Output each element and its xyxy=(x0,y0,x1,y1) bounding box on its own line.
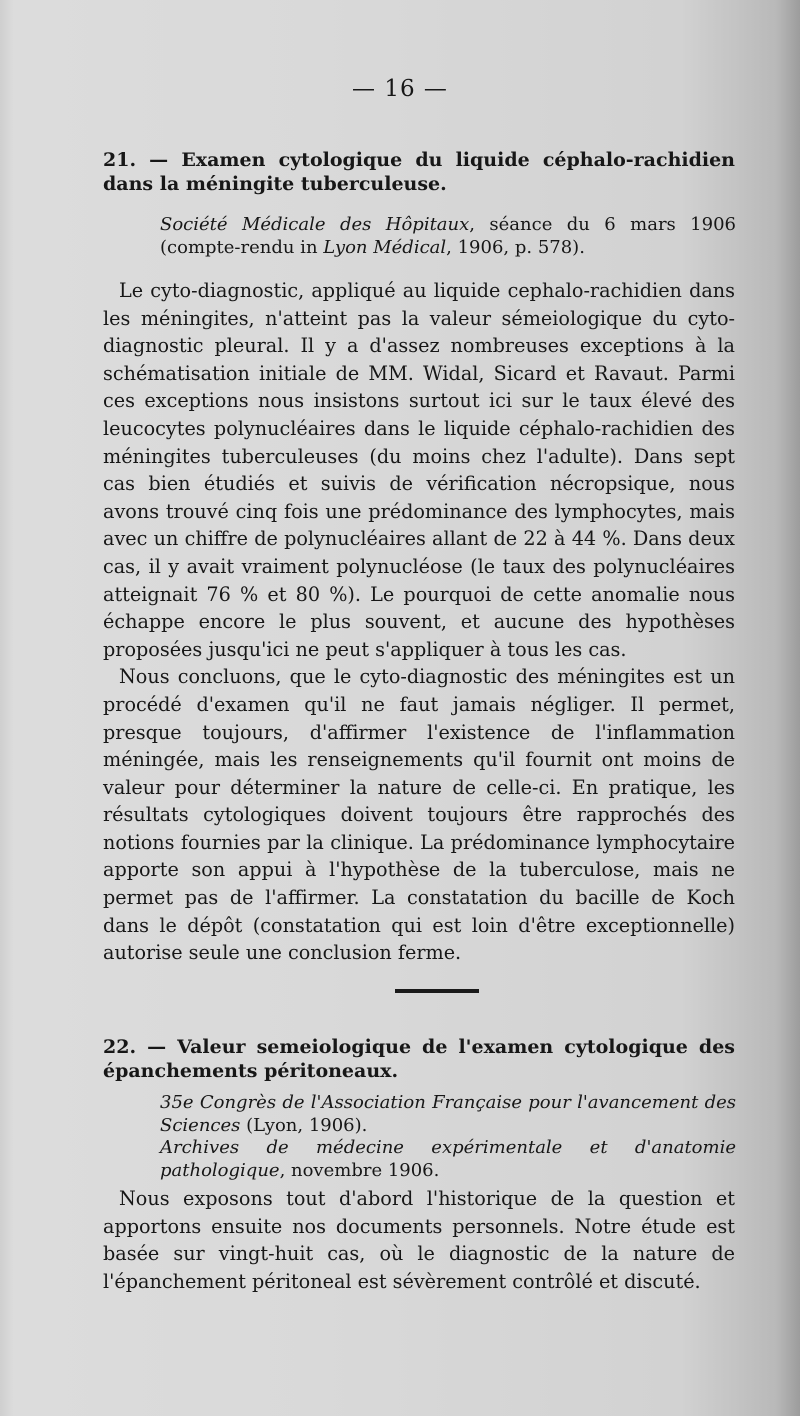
page-number: — 16 — xyxy=(352,76,448,102)
section-21-reference xyxy=(160,213,736,259)
reference-archives xyxy=(160,1137,736,1182)
section-divider xyxy=(395,989,479,993)
reference-congress-title: 35e Congrès de l'Association Française pour l'avancement des Sciences xyxy=(160,1092,736,1136)
reference-congress-detail: (Lyon, 1906). xyxy=(240,1114,368,1136)
paragraph-cyto-diagnostic: Le cyto-diagnostic, appliqué au liquide cephalo-rachidien dans les méningites, n'atteint pas la valeur sémeiologique du cyto-diagnostic pleural. Il y a d'assez nombreuses exceptions à la schématisation initiale de MM. Widal, Sicard et Ravaut. Parmi ces exceptions nous insistons surtout ici sur le taux élevé des leucocytes polynucléaires dans le liquide céphalo-rachidien des méningites tuberculeuses (du moins chez l'adulte). Dans sept cas bien étudiés et suivis de vérification nécropsique, nous avons trouvé cinq fois une prédominance des lymphocytes, mais avec un chiffre de polynucléaires allant de 22 à 44 %. Dans deux cas, il y avait vraiment polynucléose (le taux des polynucléaires atteignait 76 % et 80 %). Le pourquoi de cette anomalie nous échappe encore le plus souvent, et aucune des hypothèses proposées jusqu'ici ne peut s'appliquer à tous les cas. xyxy=(103,279,735,661)
reference-source: Société Médicale des Hôpitaux xyxy=(160,214,470,235)
reference-detail: , séance du 6 mars 1906 (compte-rendu in xyxy=(160,214,736,258)
reference-archives-detail: , novembre 1906. xyxy=(279,1159,440,1181)
reference-archives-title: Archives de médecine expérimentale et d'anatomie pathologique xyxy=(160,1137,736,1181)
paragraph-historique: Nous exposons tout d'abord l'historique de la question et apportons ensuite nos documents personnels. Notre étude est basée sur vingt-huit cas, où le diagnostic de la nature de l'épanchement péritoneal est sévèrement contrôlé et discuté. xyxy=(103,1187,735,1293)
section-22-heading: 22. — Valeur semeiologique de l'examen cytologique des épanchements péritoneaux. xyxy=(103,1036,735,1082)
section-22-body xyxy=(103,1185,735,1295)
section-21-heading: 21. — Examen cytologique du liquide céphalo-rachidien dans la méningite tuberculeuse. xyxy=(103,149,735,195)
section-22-references xyxy=(160,1092,736,1182)
reference-pages: , 1906, p. 578). xyxy=(446,237,585,258)
section-21-body xyxy=(103,277,735,967)
paragraph-conclusion: Nous concluons, que le cyto-diagnostic des méningites est un procédé d'examen qu'il ne faut jamais négliger. Il permet, presque toujours, d'affirmer l'existence de l'inflammation méningée, mais les renseignements qu'il fournit ont moins de valeur pour déterminer la nature de celle-ci. En pratique, les résultats cytologiques doivent toujours être rapprochés des notions fournies par la clinique. La prédominance lymphocytaire apporte son appui à l'hypothèse de la tuberculose, mais ne permet pas de l'affirmer. La constatation du bacille de Koch dans le dépôt (constatation qui est loin d'être exceptionnelle) autorise seule une conclusion ferme. xyxy=(103,665,735,965)
reference-journal: Lyon Médical xyxy=(323,237,447,258)
reference-congress xyxy=(160,1092,736,1137)
